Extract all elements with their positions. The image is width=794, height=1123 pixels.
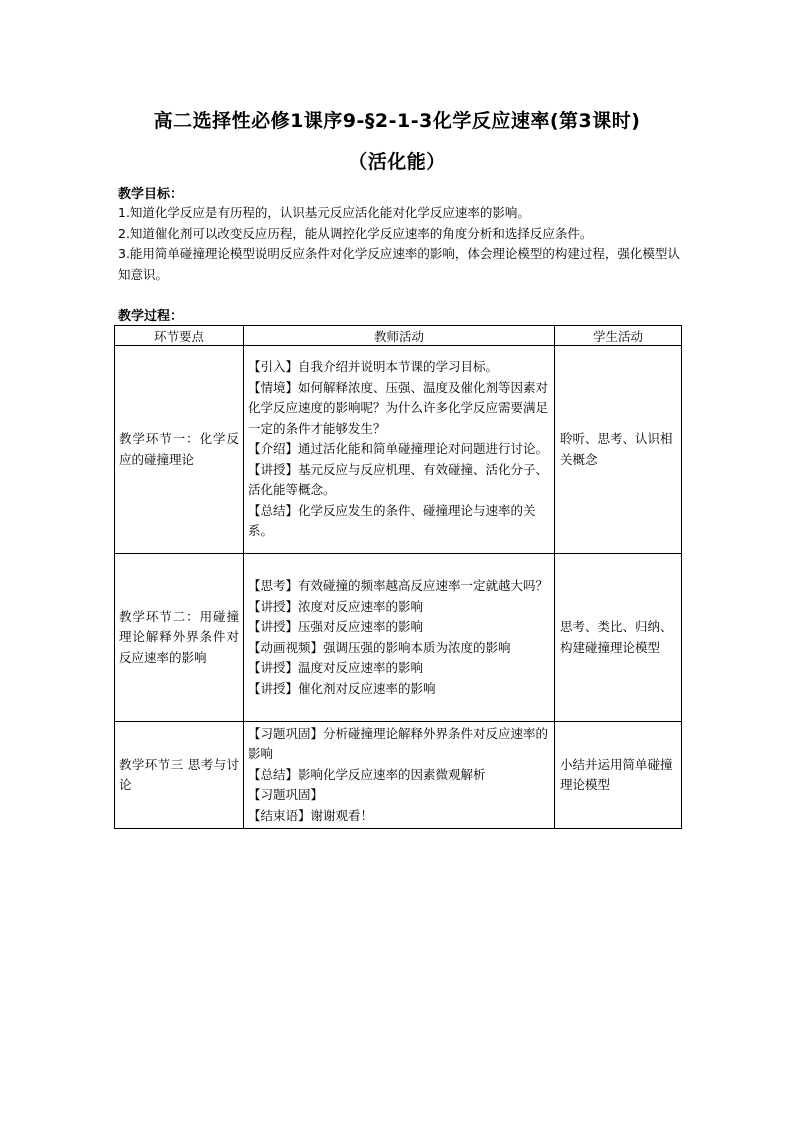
table-row	[115, 346, 682, 554]
teacher-activity: 【思考】有效碰撞的频率越高反应速率一定就越大吗？	[248, 578, 549, 593]
student-cell: 思考、类比、归纳、构建碰撞理论模型	[555, 554, 682, 722]
teacher-activity: 【情境】如何解释浓度、压强、温度及催化剂等因素对化学反应速度的影响呢？为什么许多化学反应需要满足一定的条件才能够发生？	[248, 379, 549, 436]
table-row	[115, 722, 682, 829]
node-cell: 教学环节三 思考与讨论	[115, 722, 244, 829]
teacher-activity: 【讲授】压强对反应速率的影响	[248, 619, 424, 634]
objectives-list	[118, 203, 684, 285]
teacher-activity: 【讲授】温度对反应速率的影响	[248, 660, 424, 675]
student-cell: 聆听、思考、认识相关概念	[555, 346, 682, 554]
objective-item: 3.能用简单碰撞理论模型说明反应条件对化学反应速率的影响，体会理论模型的构建过程，强化模型认知意识。	[118, 246, 680, 282]
teacher-activity: 【讲授】浓度对反应速率的影响	[248, 598, 424, 614]
student-cell: 小结并运用简单碰撞理论模型	[555, 722, 682, 829]
node-cell: 教学环节一：化学反应的碰撞理论	[115, 346, 244, 554]
table-row	[115, 554, 682, 722]
teacher-activity: 【习题巩固】分析碰撞理论解释外界条件对反应速率的影响	[248, 725, 549, 762]
objective-item: 2.知道催化剂可以改变反应历程，能从调控化学反应速率的角度分析和选择反应条件。	[118, 225, 593, 241]
objectives-heading: 教学目标：	[118, 187, 184, 202]
objective-item: 1.知道化学反应是有历程的，认识基元反应活化能对化学反应速率的影响。	[118, 205, 530, 220]
teacher-activity: 【讲授】催化剂对反应速率的影响	[248, 680, 436, 696]
teacher-activity: 【习题巩固】	[248, 787, 324, 803]
header-student: 学生活动	[555, 326, 682, 346]
teacher-cell	[244, 346, 555, 554]
teacher-activity: 【介绍】通过活化能和简单碰撞理论对问题进行讨论。	[248, 441, 549, 457]
teacher-activity: 【总结】化学反应发生的条件、碰撞理论与速率的关系。	[248, 502, 536, 539]
header-node: 环节要点	[115, 326, 244, 346]
table-header-row	[115, 326, 682, 346]
document-title: 高二选择性必修1课序9-§2-1-3化学反应速率(第3课时)	[153, 110, 641, 132]
teacher-activity: 【引入】自我介绍并说明本节课的学习目标。	[248, 359, 499, 375]
node-cell: 教学环节二：用碰撞理论解释外界条件对反应速率的影响	[115, 554, 244, 722]
teacher-cell	[244, 554, 555, 722]
teaching-process-table	[114, 325, 682, 829]
teacher-activity: 【结束语】谢谢观看！	[248, 807, 374, 823]
teacher-cell	[244, 722, 555, 829]
teacher-activity: 【动画视频】强调压强的影响本质为浓度的影响	[248, 639, 511, 655]
teacher-activity: 【总结】影响化学反应速率的因素微观解析	[248, 766, 486, 782]
document-subtitle: （活化能）	[348, 151, 446, 173]
header-teacher: 教师活动	[244, 326, 555, 346]
teacher-activity: 【讲授】基元反应与反应机理、有效碰撞、活化分子、活化能等概念。	[248, 461, 549, 498]
process-heading: 教学过程：	[118, 309, 184, 324]
